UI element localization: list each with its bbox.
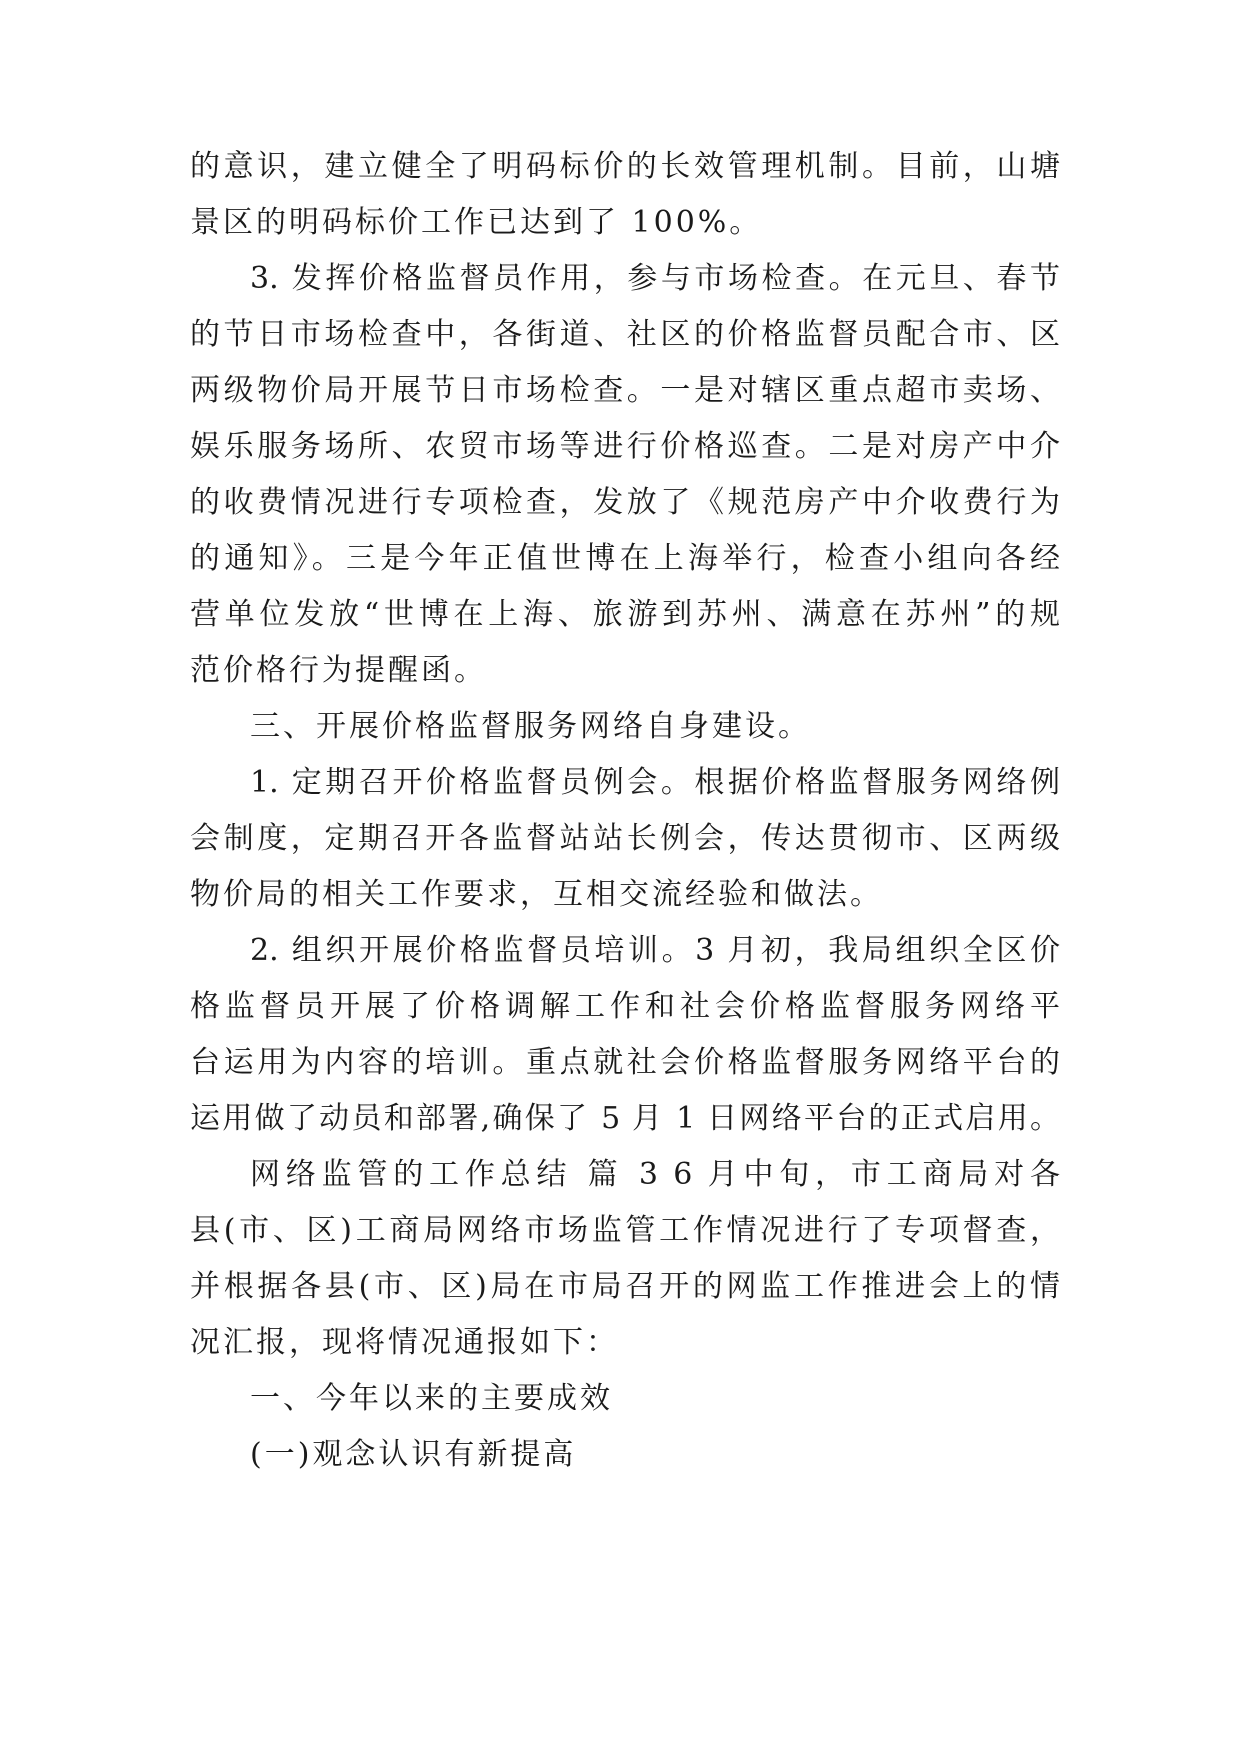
text-line: 2. 组织开展价格监督员培训。3 月初，我局组织全区价	[250, 933, 1060, 968]
text-line: 县(市、区)工商局网络市场监管工作情况进行了专项督查，	[190, 1213, 1060, 1248]
text-line: 娱乐服务场所、农贸市场等进行价格巡查。二是对房产中介	[190, 429, 1060, 464]
section-heading: 一、今年以来的主要成效	[250, 1381, 613, 1416]
text-line: 物价局的相关工作要求，互相交流经验和做法。	[190, 877, 883, 912]
text-line: 格监督员开展了价格调解工作和社会价格监督服务网络平	[190, 989, 1060, 1024]
text-line: 的通知》。三是今年正值世博在上海举行，检查小组向各经	[190, 541, 1060, 576]
text-line: 营单位发放“世博在上海、旅游到苏州、满意在苏州”的规	[190, 597, 1060, 632]
text-line: 景区的明码标价工作已达到了 100%。	[190, 205, 763, 240]
text-line: 3. 发挥价格监督员作用，参与市场检查。在元旦、春节	[250, 261, 1060, 296]
text-line: 况汇报，现将情况通报如下：	[190, 1325, 619, 1360]
text-line: 台运用为内容的培训。重点就社会价格监督服务网络平台的	[190, 1045, 1060, 1080]
text-line: 的意识，建立健全了明码标价的长效管理机制。目前，山塘	[190, 149, 1060, 184]
text-line: 1. 定期召开价格监督员例会。根据价格监督服务网络例	[250, 765, 1060, 800]
text-line: 运用做了动员和部署,确保了 5 月 1 日网络平台的正式启用。	[190, 1101, 1060, 1136]
text-line: 的收费情况进行专项检查，发放了《规范房产中介收费行为	[190, 485, 1060, 520]
text-line: 两级物价局开展节日市场检查。一是对辖区重点超市卖场、	[190, 373, 1060, 408]
section-heading: 三、开展价格监督服务网络自身建设。	[250, 709, 811, 744]
text-line: 会制度，定期召开各监督站站长例会，传达贯彻市、区两级	[190, 821, 1060, 856]
text-line: 网络监管的工作总结 篇 3 6 月中旬，市工商局对各	[250, 1157, 1060, 1192]
subsection-heading: (一)观念认识有新提高	[250, 1437, 577, 1472]
text-line: 并根据各县(市、区)局在市局召开的网监工作推进会上的情	[190, 1269, 1060, 1304]
text-line: 的节日市场检查中，各街道、社区的价格监督员配合市、区	[190, 317, 1060, 352]
text-line: 范价格行为提醒函。	[190, 653, 487, 688]
